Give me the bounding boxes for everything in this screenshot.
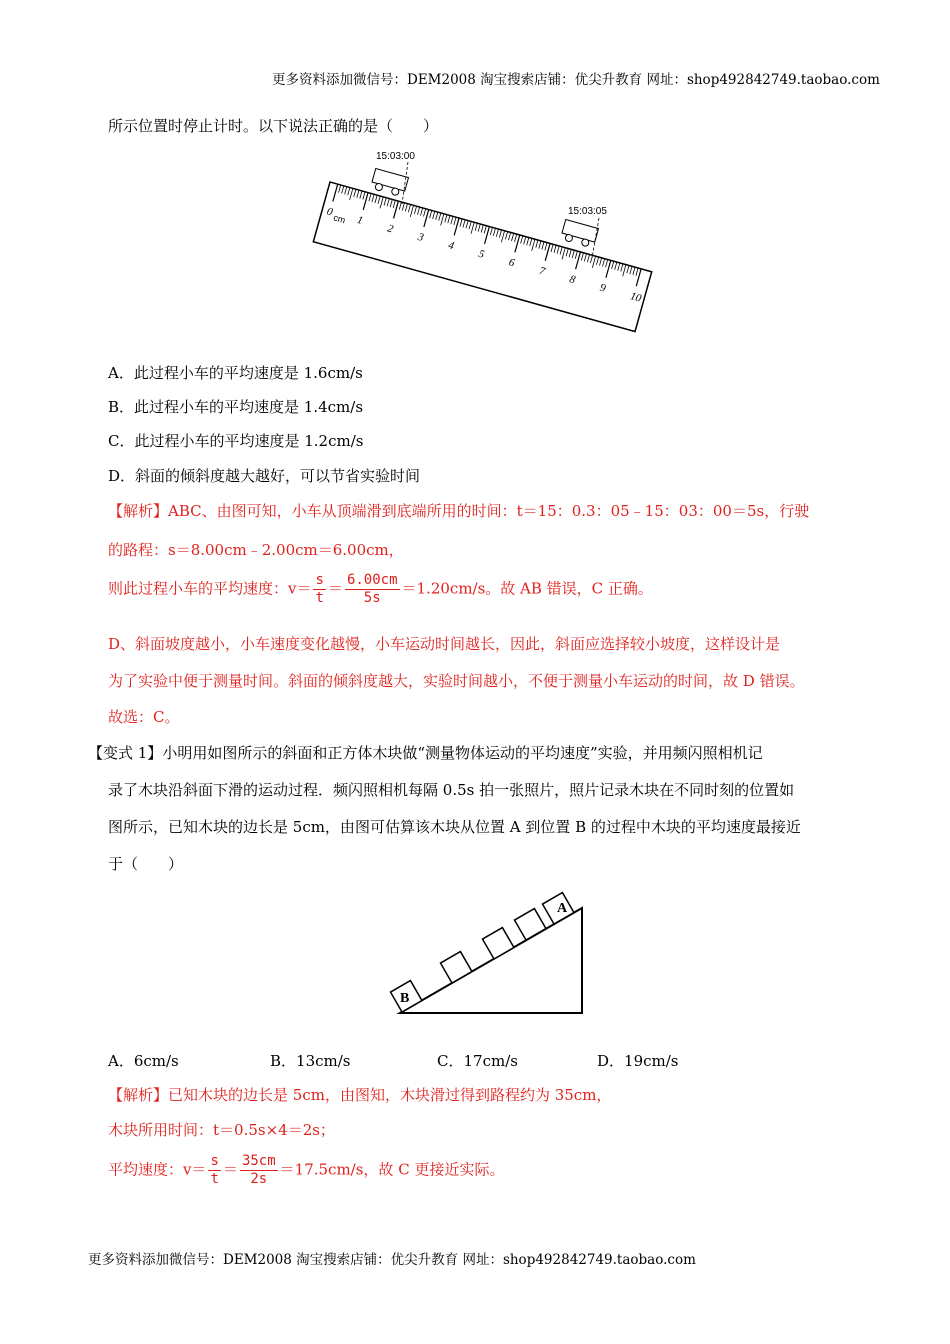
ruler-tick-label: 7 — [537, 264, 547, 278]
variant-tag: 【变式 1】 — [88, 744, 163, 762]
ruler-tick-label: 8 — [568, 273, 577, 287]
q1-stem: 所示位置时停止计时。以下说法正确的是（ ） — [108, 117, 439, 135]
q2-option-d: D．19cm/s — [597, 1052, 679, 1070]
ruler-tick-label: 4 — [446, 239, 456, 253]
q2-analysis-line1: 【解析】已知木块的边长是 5cm，由图知，木块滑过得到路程约为 35cm， — [108, 1086, 612, 1104]
ruler-tick-label: 1 — [355, 213, 365, 228]
q2-option-a: A．6cm/s — [108, 1052, 179, 1070]
fraction-distance-over-time: $\frac{35cm}{2s}$ — [241, 1153, 276, 1187]
q1-option-a: A．此过程小车的平均速度是 1.6cm/s — [108, 364, 363, 382]
q2-analysis-formula: 平均速度：v＝ $\frac{s}{t}$ ＝ $\frac{35cm}{2s}$ ＝17.5cm/s，故 C 更接近实际。 — [108, 1153, 505, 1187]
time-end-label: 15:03:05 — [568, 206, 607, 217]
q1-option-d: D．斜面的倾斜度越大越好，可以节省实验时间 — [108, 467, 421, 485]
label-a: A — [557, 901, 568, 916]
q2-analysis-line2: 木块所用时间：t＝0.5s×4＝2s； — [108, 1121, 335, 1139]
q2-stem-line1: 【变式 1】小明用如图所示的斜面和正方体木块做“测量物体运动的平均速度”实验，并用频闪照相机记 — [88, 744, 763, 762]
block-4 — [515, 909, 546, 940]
ruler-tick-label: 2 — [386, 222, 395, 236]
time-start-label: 15:03:00 — [376, 151, 415, 162]
q1-analysis-line6: 故选：C。 — [108, 708, 180, 726]
q1-analysis-line1: 【解析】ABC、由图可知，小车从顶端滑到底端所用的时间：t＝15：0.3：05﹣15：03：00＝5s，行驶 — [108, 502, 810, 520]
q1-analysis-line2: 的路程：s＝8.00cm﹣2.00cm＝6.00cm， — [108, 541, 404, 559]
block-2 — [441, 952, 472, 983]
q1-analysis-formula: 则此过程小车的平均速度：v＝ $\frac{s}{t}$ ＝ $\frac{6.00cm}{5s}$ ＝1.20cm/s。故 AB 错误，C 正确。 — [108, 572, 653, 606]
fraction-s-over-t: $\frac{s}{t}$ — [315, 572, 324, 606]
ruler-unit-label: cm — [332, 212, 347, 226]
ruler-tick-label: 0 — [325, 205, 334, 219]
ruler-tick-label: 5 — [477, 247, 486, 261]
analysis-tag: 【解析】 — [108, 502, 169, 520]
ruler-tick-label: 10 — [628, 290, 643, 305]
q2-option-b: B．13cm/s — [270, 1052, 351, 1070]
q2-stem-line3: 图所示，已知木块的边长是 5cm，由图可估算该木块从位置 A 到位置 B 的过程中木块的平均速度最接近 — [108, 818, 801, 836]
q1-option-b: B．此过程小车的平均速度是 1.4cm/s — [108, 398, 364, 416]
ruler-tick-label: 6 — [507, 256, 516, 270]
q1-analysis-line4: D、斜面坡度越小，小车速度变化越慢，小车运动时间越长，因此，斜面应选择较小坡度，这样设计是 — [108, 635, 781, 653]
fraction-distance-over-time: $\frac{6.00cm}{5s}$ — [346, 572, 398, 606]
analysis-tag: 【解析】 — [108, 1086, 169, 1104]
q2-stem-line2: 录了木块沿斜面下滑的运动过程．频闪照相机每隔 0.5s 拍一张照片，照片记录木块在不同时刻的位置如 — [108, 781, 795, 799]
q2-stem-line4: 于（ ） — [108, 855, 184, 873]
q1-option-c: C．此过程小车的平均速度是 1.2cm/s — [108, 432, 364, 450]
q1-analysis-line5: 为了实验中便于测量时间。斜面的倾斜度越大，实验时间越小，不便于测量小车运动的时间，故 D 错误。 — [108, 672, 805, 690]
ruler-tick-label: 3 — [416, 230, 425, 244]
page-footer: 更多资料添加微信号：DEM2008 淘宝搜索店铺：优尖升教育 网址：shop492842749.taobao.com — [88, 1252, 696, 1268]
block-3 — [483, 928, 514, 959]
page-header: 更多资料添加微信号：DEM2008 淘宝搜索店铺：优尖升教育 网址：shop492842749.taobao.com — [272, 72, 880, 88]
fraction-s-over-t: $\frac{s}{t}$ — [210, 1153, 219, 1187]
label-b: B — [400, 991, 410, 1006]
ruler-tick-label: 9 — [598, 281, 607, 295]
q2-option-c: C．17cm/s — [437, 1052, 518, 1070]
